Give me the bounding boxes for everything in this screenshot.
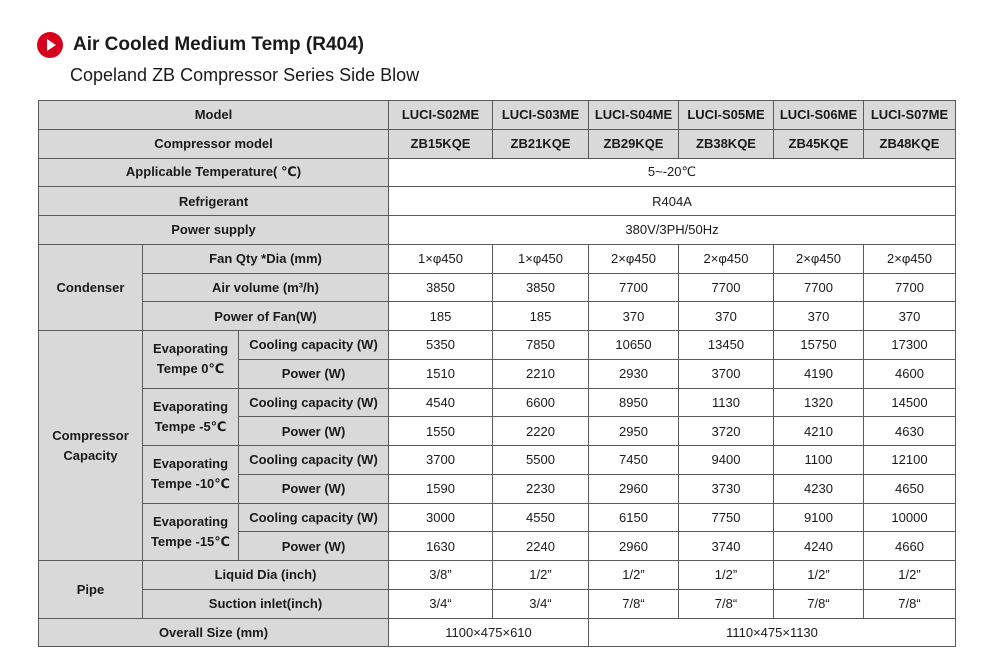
fan-qty-cell: 1×φ450 (389, 244, 493, 273)
cooling-cell: 1320 (774, 388, 864, 417)
power-cell: 2930 (589, 359, 679, 388)
cooling-cell: 5350 (389, 331, 493, 360)
power-cell: 3700 (679, 359, 774, 388)
evap-temp-label (143, 388, 239, 446)
air-volume-cell: 7700 (774, 273, 864, 302)
compressor-cell: ZB48KQE (864, 129, 956, 158)
power-label: Power (W) (239, 532, 389, 561)
power-cell: 1510 (389, 359, 493, 388)
fan-power-cell: 185 (389, 302, 493, 331)
row-air-volume (39, 273, 956, 302)
power-cell: 4230 (774, 474, 864, 503)
cooling-cell: 7750 (679, 503, 774, 532)
power-cell: 4660 (864, 532, 956, 561)
power-cell: 2230 (493, 474, 589, 503)
power-cell: 2950 (589, 417, 679, 446)
suction-cell: 7/8“ (679, 589, 774, 618)
model-label: Model (39, 101, 389, 130)
cooling-cell: 5500 (493, 446, 589, 475)
cooling-cell: 6600 (493, 388, 589, 417)
fan-power-label: Power of Fan(W) (143, 302, 389, 331)
power-cell: 4240 (774, 532, 864, 561)
row-compressor-model (39, 129, 956, 158)
title-row (37, 30, 364, 60)
power-cell: 2210 (493, 359, 589, 388)
liquid-cell: 1/2” (864, 561, 956, 590)
refrigerant-value: R404A (389, 187, 956, 216)
cooling-cell: 9400 (679, 446, 774, 475)
applicable-temp-label: Applicable Temperature( ℃) (39, 158, 389, 187)
cooling-cell: 3700 (389, 446, 493, 475)
compressor-cell: ZB38KQE (679, 129, 774, 158)
fan-power-cell: 185 (493, 302, 589, 331)
fan-qty-cell: 1×φ450 (493, 244, 589, 273)
power-cell: 2220 (493, 417, 589, 446)
cooling-cell: 3000 (389, 503, 493, 532)
play-icon (37, 32, 63, 58)
row-refrigerant (39, 187, 956, 216)
power-cell: 3740 (679, 532, 774, 561)
liquid-cell: 1/2” (774, 561, 864, 590)
compressor-capacity-line2: Capacity (63, 447, 118, 463)
row-model (39, 101, 956, 130)
power-cell: 3720 (679, 417, 774, 446)
power-cell: 4210 (774, 417, 864, 446)
row-fan-qty (39, 244, 956, 273)
page-subtitle: Copeland ZB Compressor Series Side Blow (70, 65, 420, 85)
cooling-capacity-label: Cooling capacity (W) (239, 388, 389, 417)
power-supply-label: Power supply (39, 216, 389, 245)
row-power-supply (39, 216, 956, 245)
cooling-cell: 13450 (679, 331, 774, 360)
evap-line1: Evaporating (152, 398, 229, 414)
evap-line1: Evaporating (152, 513, 229, 529)
power-cell: 2960 (589, 474, 679, 503)
suction-cell: 3/4“ (389, 589, 493, 618)
power-cell: 1550 (389, 417, 493, 446)
compressor-cell: ZB29KQE (589, 129, 679, 158)
refrigerant-label: Refrigerant (39, 187, 389, 216)
fan-qty-cell: 2×φ450 (679, 244, 774, 273)
fan-qty-cell: 2×φ450 (864, 244, 956, 273)
cooling-cell: 10000 (864, 503, 956, 532)
evap-temp-label (143, 331, 239, 389)
air-volume-cell: 7700 (679, 273, 774, 302)
row-cooling-3 (39, 503, 956, 532)
cooling-cell: 14500 (864, 388, 956, 417)
pipe-label: Pipe (39, 561, 143, 619)
cooling-cell: 6150 (589, 503, 679, 532)
evap-line1: Evaporating (152, 456, 229, 472)
spec-table (38, 100, 956, 647)
cooling-cell: 9100 (774, 503, 864, 532)
model-cell: LUCI-S07ME (864, 101, 956, 130)
row-cooling-1 (39, 388, 956, 417)
suction-cell: 7/8“ (774, 589, 864, 618)
fan-power-cell: 370 (679, 302, 774, 331)
liquid-cell: 3/8” (389, 561, 493, 590)
power-cell: 4190 (774, 359, 864, 388)
evap-temp-label (143, 503, 239, 561)
evap-line2: Tempe -10℃ (150, 476, 231, 492)
row-overall-size (39, 618, 956, 647)
cooling-cell: 1130 (679, 388, 774, 417)
model-cell: LUCI-S03ME (493, 101, 589, 130)
air-volume-cell: 7700 (864, 273, 956, 302)
power-label: Power (W) (239, 474, 389, 503)
compressor-capacity-label (39, 331, 143, 561)
fan-power-cell: 370 (589, 302, 679, 331)
power-cell: 1630 (389, 532, 493, 561)
evap-line2: Tempe 0℃ (156, 361, 225, 377)
compressor-capacity-line1: Compressor (52, 427, 129, 443)
cooling-cell: 4540 (389, 388, 493, 417)
power-cell: 4600 (864, 359, 956, 388)
row-cooling-0 (39, 331, 956, 360)
compressor-model-label: Compressor model (39, 129, 389, 158)
row-liquid (39, 561, 956, 590)
cooling-cell: 4550 (493, 503, 589, 532)
suction-cell: 7/8“ (589, 589, 679, 618)
cooling-cell: 12100 (864, 446, 956, 475)
suction-cell: 7/8“ (864, 589, 956, 618)
air-volume-cell: 3850 (493, 273, 589, 302)
applicable-temp-value: 5~-20℃ (389, 158, 956, 187)
power-cell: 2240 (493, 532, 589, 561)
cooling-cell: 7850 (493, 331, 589, 360)
overall-size-b: 1110×475×1130 (589, 618, 956, 647)
cooling-capacity-label: Cooling capacity (W) (239, 331, 389, 360)
model-cell: LUCI-S02ME (389, 101, 493, 130)
fan-power-cell: 370 (774, 302, 864, 331)
fan-qty-cell: 2×φ450 (774, 244, 864, 273)
row-suction (39, 589, 956, 618)
row-cooling-2 (39, 446, 956, 475)
model-cell: LUCI-S05ME (679, 101, 774, 130)
cooling-cell: 10650 (589, 331, 679, 360)
liquid-dia-label: Liquid Dia (inch) (143, 561, 389, 590)
power-cell: 4650 (864, 474, 956, 503)
air-volume-cell: 3850 (389, 273, 493, 302)
page-title: Air Cooled Medium Temp (R404) (73, 34, 365, 55)
power-cell: 2960 (589, 532, 679, 561)
power-cell: 3730 (679, 474, 774, 503)
evap-line2: Tempe -5℃ (154, 418, 227, 434)
cooling-capacity-label: Cooling capacity (W) (239, 446, 389, 475)
air-volume-cell: 7700 (589, 273, 679, 302)
cooling-cell: 7450 (589, 446, 679, 475)
compressor-cell: ZB21KQE (493, 129, 589, 158)
fan-qty-label: Fan Qty *Dia (mm) (143, 244, 389, 273)
model-cell: LUCI-S04ME (589, 101, 679, 130)
row-fan-power (39, 302, 956, 331)
evap-line2: Tempe -15℃ (150, 533, 231, 549)
power-supply-value: 380V/3PH/50Hz (389, 216, 956, 245)
power-label: Power (W) (239, 359, 389, 388)
fan-qty-cell: 2×φ450 (589, 244, 679, 273)
cooling-capacity-label: Cooling capacity (W) (239, 503, 389, 532)
overall-size-label: Overall Size (mm) (39, 618, 389, 647)
power-cell: 1590 (389, 474, 493, 503)
overall-size-a: 1100×475×610 (389, 618, 589, 647)
row-applicable-temp (39, 158, 956, 187)
suction-cell: 3/4“ (493, 589, 589, 618)
liquid-cell: 1/2” (493, 561, 589, 590)
power-label: Power (W) (239, 417, 389, 446)
cooling-cell: 8950 (589, 388, 679, 417)
fan-power-cell: 370 (864, 302, 956, 331)
air-volume-label: Air volume (m³/h) (143, 273, 389, 302)
suction-inlet-label: Suction inlet(inch) (143, 589, 389, 618)
power-cell: 4630 (864, 417, 956, 446)
compressor-cell: ZB45KQE (774, 129, 864, 158)
liquid-cell: 1/2” (679, 561, 774, 590)
liquid-cell: 1/2” (589, 561, 679, 590)
evap-temp-label (143, 446, 239, 504)
evap-line1: Evaporating (152, 341, 229, 357)
condenser-label: Condenser (39, 244, 143, 330)
compressor-cell: ZB15KQE (389, 129, 493, 158)
cooling-cell: 15750 (774, 331, 864, 360)
cooling-cell: 17300 (864, 331, 956, 360)
model-cell: LUCI-S06ME (774, 101, 864, 130)
cooling-cell: 1100 (774, 446, 864, 475)
